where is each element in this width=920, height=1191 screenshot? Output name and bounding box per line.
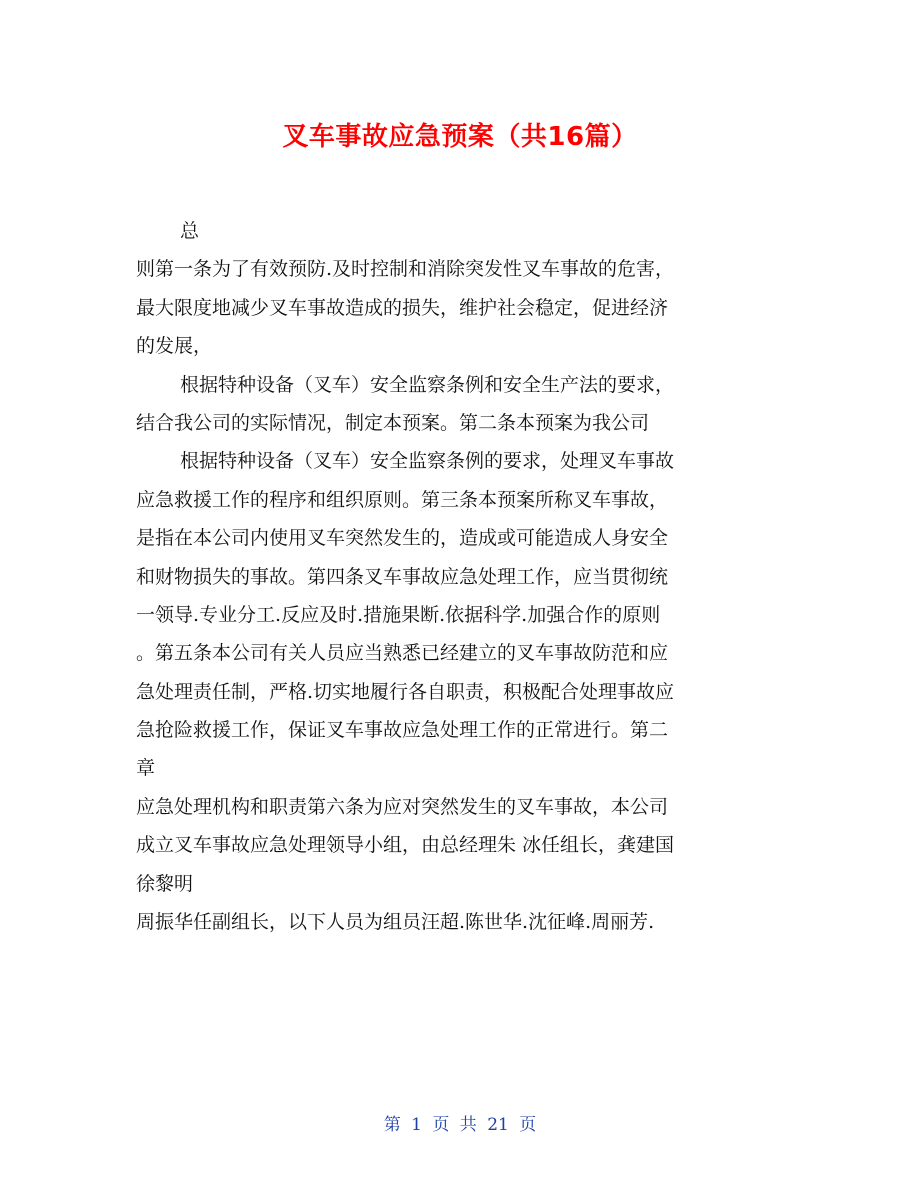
- body-line: 。第五条本公司有关人员应当熟悉已经建立的叉车事故防范和应: [136, 642, 669, 665]
- page-number-footer: 第 1 页 共 21 页: [383, 1115, 537, 1135]
- body-line: 应急处理机构和职责第六条为应对突然发生的叉车事故，本公司: [136, 795, 669, 818]
- body-line: 成立叉车事故应急处理领导小组，由总经理朱 冰任组长，龚建国: [136, 834, 675, 857]
- body-line: 和财物损失的事故。第四条叉车事故应急处理工作，应当贯彻统: [136, 565, 669, 588]
- body-line: 根据特种设备（叉车）安全监察条例的要求，处理叉车事故: [180, 450, 675, 473]
- document-body: [136, 212, 786, 941]
- body-line: 一领导.专业分工.反应及时.措施果断.依据科学.加强合作的原则: [136, 603, 661, 626]
- body-line: 则第一条为了有效预防.及时控制和消除突发性叉车事故的危害，: [136, 258, 675, 281]
- body-line: 徐黎明: [136, 872, 194, 895]
- body-line: 章: [136, 757, 156, 780]
- body-line: 结合我公司的实际情况，制定本预案。第二条本预案为我公司: [136, 411, 650, 434]
- body-line: 应急救援工作的程序和组织原则。第三条本预案所称叉车事故，: [136, 488, 669, 511]
- body-line: 最大限度地减少叉车事故造成的损失，维护社会稳定，促进经济: [136, 296, 669, 319]
- body-line: 是指在本公司内使用叉车突然发生的，造成或可能造成人身安全: [136, 527, 669, 550]
- body-line: 的发展，: [136, 335, 213, 358]
- body-line: 急处理责任制，严格.切实地履行各自职责，积极配合处理事故应: [136, 680, 675, 703]
- body-line: 急抢险救援工作，保证叉车事故应急处理工作的正常进行。第二: [136, 719, 669, 742]
- body-line: 根据特种设备（叉车）安全监察条例和安全生产法的要求，: [180, 373, 675, 396]
- body-line: 周振华任副组长，以下人员为组员汪超.陈世华.沈征峰.周丽芳.: [136, 911, 655, 934]
- document-title: 叉车事故应急预案（共16篇）: [282, 122, 638, 152]
- body-line: 总: [180, 220, 200, 242]
